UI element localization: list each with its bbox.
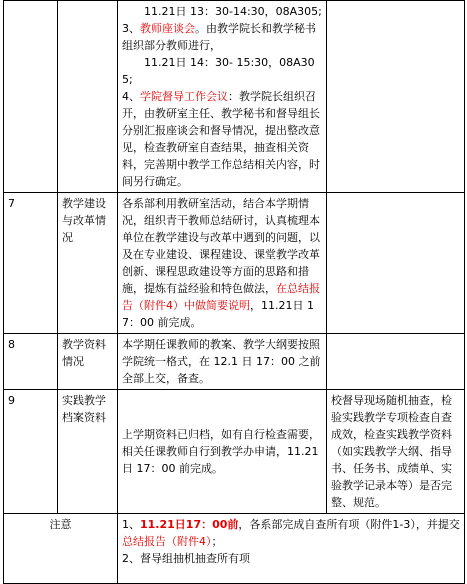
row-content: 上学期资料已归档，如有自行检查需要，相关任课教师自行到教学办申请，11.21日 17：00 前完成。 bbox=[118, 390, 327, 514]
row-extra bbox=[327, 1, 465, 193]
row-item: 教学资料情况 bbox=[58, 334, 118, 390]
row-number bbox=[4, 1, 58, 193]
summary-report-highlight: 总结报告（附件4） bbox=[122, 535, 212, 548]
teacher-forum-label: 教师座谈会 bbox=[140, 22, 195, 35]
note-item-1: 1、11.21日17：00前，各系部完成自查所有项（附件1-3），并提交总结报告（附件4）； bbox=[122, 518, 460, 548]
schedule-line: 11.21日 14：30- 15:30，08A305; bbox=[122, 56, 315, 86]
table-row bbox=[4, 334, 465, 390]
notes-label: 注意 bbox=[4, 514, 118, 584]
row-content: 各系部利用教研室活动，结合本学期情况，组织青干教师总结研讨，认真梳理本单位在教学建设与改革中遇到的问题，以及在专业建设、课程建设、课堂教学改革创新、课程思政建设等方面的思路和措施，提炼有益经验和特色做法，在总结报告（附件4）中做简要说明，11.21日 17：00 前完成。 bbox=[118, 193, 327, 334]
notes-content bbox=[118, 514, 465, 584]
row-extra bbox=[327, 334, 465, 390]
deadline-highlight: 11.21日17：00前 bbox=[140, 518, 239, 531]
table-row bbox=[4, 390, 465, 514]
row-extra bbox=[327, 193, 465, 334]
notes-row bbox=[4, 514, 465, 584]
row-extra: 校督导现场随机抽查，检验实践教学专项检查自查成效，检查实践教学资料（如实践教学大纲、指导书、任务书、成绩单、实验教学记录本等）是否完整、规范。 bbox=[327, 390, 465, 514]
row-number: 7 bbox=[4, 193, 58, 334]
table-row bbox=[4, 1, 465, 193]
row-item bbox=[58, 1, 118, 193]
table-row bbox=[4, 193, 465, 334]
note-item-2: 2、督导组抽机抽查所有项 bbox=[122, 552, 250, 565]
row-number: 8 bbox=[4, 334, 58, 390]
row-content: 本学期任课教师的教案、教学大纲要按照学院统一格式，在 12.1 日 17：00 之前全部上交，备查。 bbox=[118, 334, 327, 390]
inspection-table bbox=[3, 0, 465, 584]
row-item: 实践教学档案资料 bbox=[58, 390, 118, 514]
step-4: 4、学院督导工作会议：教学院长组织召开，由教研室主任、教学秘书和督导组长分别汇报座谈会和督导情况，提出整改意见，检查教研室自查结果，抽查相关资料，完善期中教学工作总结相关内容，时间另行确定。 bbox=[122, 90, 320, 188]
supervision-meeting-label: 学院督导工作会议 bbox=[140, 90, 228, 103]
summary-report-note: 在总结报告（附件4）中做简要说明 bbox=[122, 282, 320, 312]
row-item: 教学建设与改革情况 bbox=[58, 193, 118, 334]
row-content bbox=[118, 1, 327, 193]
row-number: 9 bbox=[4, 390, 58, 514]
step-3: 3、教师座谈会。由教学院长和教学秘书组织部分教师进行， bbox=[122, 22, 316, 52]
schedule-line: 11.21日 13：30-14:30，08A305; bbox=[144, 5, 322, 18]
